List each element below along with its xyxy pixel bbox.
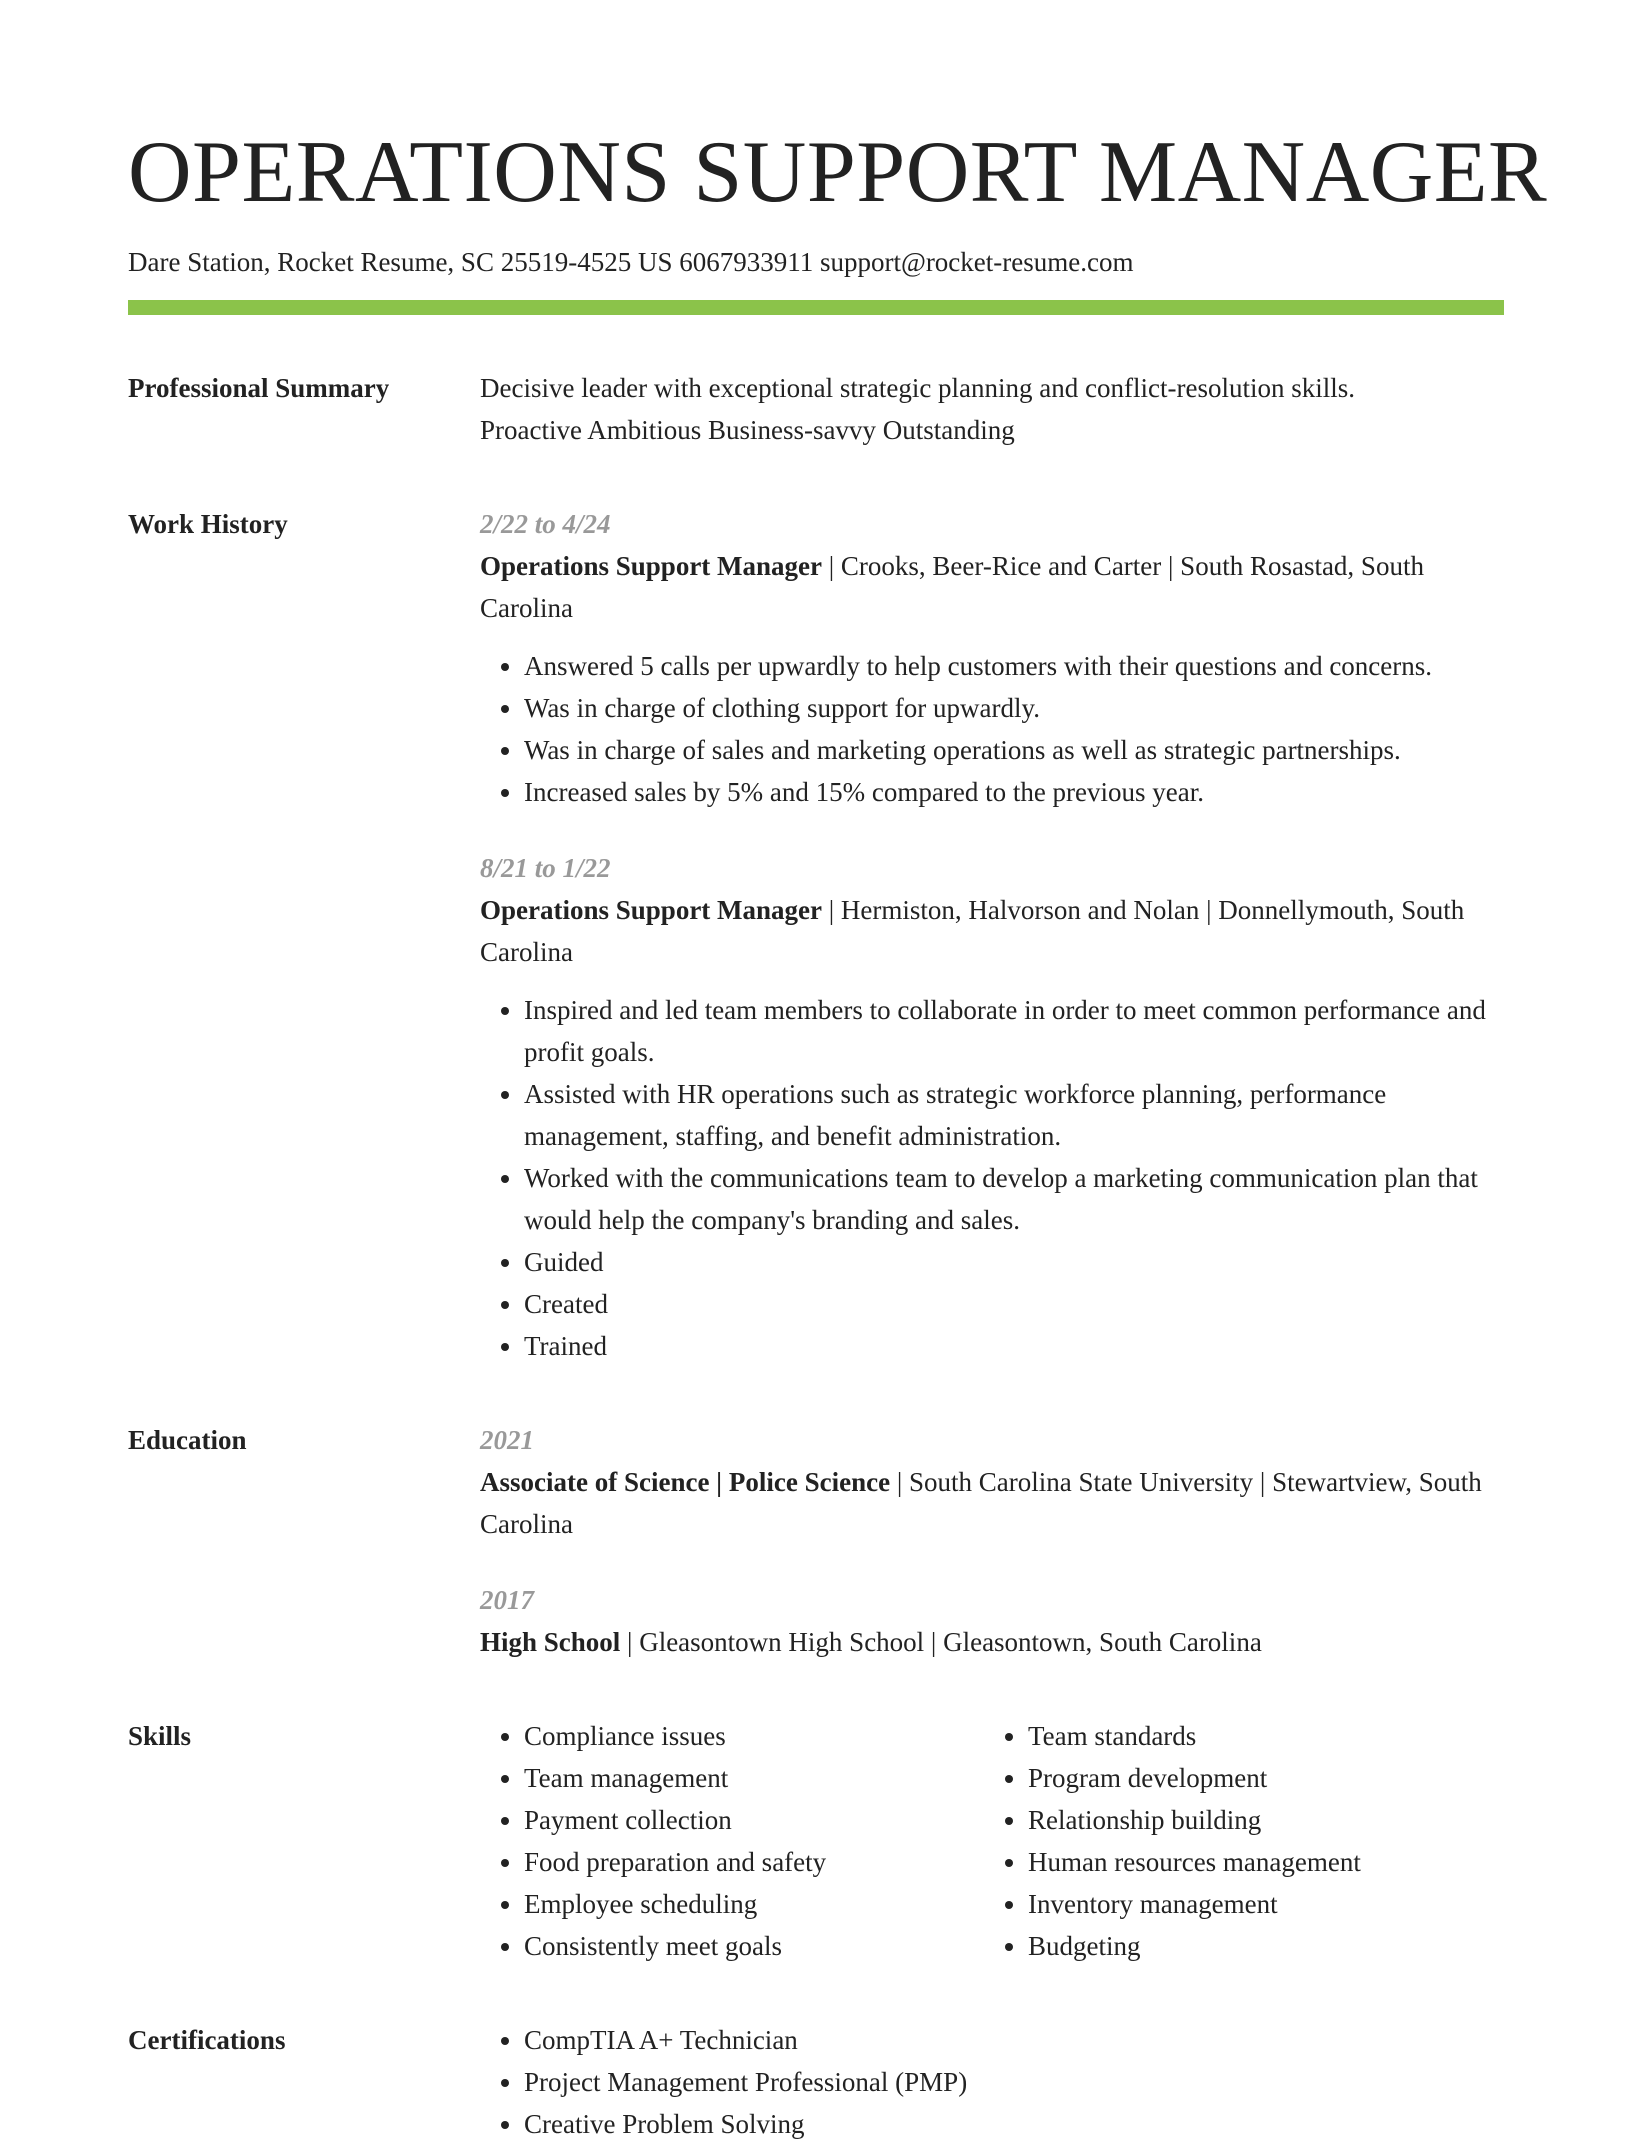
skill-item: • Inventory management (1028, 1883, 1361, 1925)
job-bullet: • Created (524, 1283, 1504, 1325)
education-heading: Education (128, 1425, 247, 1455)
education-details: | Gleasontown High School | Gleasontown, South Carolina (620, 1627, 1262, 1657)
job-bullet: • Inspired and led team members to collaborate in order to meet common performance and profit goals. (524, 989, 1504, 1073)
work-history-body (480, 503, 1504, 1367)
resume-title: OPERATIONS SUPPORT MANAGER (128, 124, 1548, 221)
contact-info: Dare Station, Rocket Resume, SC 25519-4525 US 6067933911 support@rocket-resume.com (128, 247, 1134, 277)
summary-line: Decisive leader with exceptional strategic planning and conflict-resolution skills. (480, 373, 1355, 403)
job-bullets (480, 989, 1504, 1367)
certification-item: • Project Management Professional (PMP) (524, 2061, 1504, 2103)
summary-section (128, 367, 1504, 451)
skill-item: • Relationship building (1028, 1799, 1361, 1841)
education-details: | South Carolina State University | Stewartview, South Carolina (480, 1467, 1482, 1539)
education-year: 2021 (480, 1425, 534, 1455)
work-history-heading: Work History (128, 509, 288, 539)
skill-item: • Employee scheduling (524, 1883, 984, 1925)
certifications-heading: Certifications (128, 2025, 286, 2055)
job-bullet: • Assisted with HR operations such as strategic workforce planning, performance management, staffing, and benefit administration. (524, 1073, 1504, 1157)
job-details: | Hermiston, Halvorson and Nolan | Donnellymouth, South Carolina (480, 895, 1465, 967)
job-dates: 2/22 to 4/24 (480, 509, 611, 539)
degree-name: Associate of Science | Police Science (480, 1467, 891, 1497)
skill-item: • Team management (524, 1757, 984, 1799)
job-bullet: • Was in charge of sales and marketing operations as well as strategic partnerships. (524, 729, 1504, 771)
header-divider (128, 300, 1504, 315)
job-bullet: • Answered 5 calls per upwardly to help customers with their questions and concerns. (524, 645, 1504, 687)
certification-item: • CompTIA A+ Technician (524, 2019, 1504, 2061)
job-entry (480, 503, 1504, 813)
education-body (480, 1419, 1504, 1663)
certifications-body (480, 2019, 1504, 2145)
job-title: Operations Support Manager (480, 551, 823, 581)
summary-heading: Professional Summary (128, 373, 390, 403)
job-details: | Crooks, Beer-Rice and Carter | South Rosastad, South Carolina (480, 551, 1424, 623)
skills-section (128, 1715, 1504, 1967)
job-title: Operations Support Manager (480, 895, 823, 925)
job-bullet: • Worked with the communications team to develop a marketing communication plan that would help the company's branding and sales. (524, 1157, 1504, 1241)
skill-item: • Consistently meet goals (524, 1925, 984, 1967)
skill-item: • Human resources management (1028, 1841, 1361, 1883)
skill-item: • Budgeting (1028, 1925, 1361, 1967)
skill-item: • Compliance issues (524, 1715, 984, 1757)
summary-line: Proactive Ambitious Business-savvy Outstanding (480, 415, 1015, 445)
certification-item: • Creative Problem Solving (524, 2103, 1504, 2145)
education-entry (480, 1579, 1504, 1663)
skill-item: • Food preparation and safety (524, 1841, 984, 1883)
certifications-section (128, 2019, 1504, 2145)
skills-heading: Skills (128, 1721, 192, 1751)
skill-item: • Program development (1028, 1757, 1361, 1799)
skills-list-left (480, 1715, 984, 1967)
education-year: 2017 (480, 1585, 534, 1615)
skill-item: • Team standards (1028, 1715, 1361, 1757)
skill-item: • Payment collection (524, 1799, 984, 1841)
job-bullet: • Trained (524, 1325, 1504, 1367)
job-header (480, 889, 1504, 973)
education-header (480, 1461, 1504, 1545)
job-header (480, 545, 1504, 629)
degree-name: High School (480, 1627, 621, 1657)
job-bullet: • Increased sales by 5% and 15% compared to the previous year. (524, 771, 1504, 813)
skills-list-right (984, 1715, 1361, 1967)
certifications-list (480, 2019, 1504, 2145)
job-bullet: • Was in charge of clothing support for upwardly. (524, 687, 1504, 729)
job-dates: 8/21 to 1/22 (480, 853, 611, 883)
education-entry (480, 1419, 1504, 1545)
job-entry (480, 847, 1504, 1367)
job-bullet: • Guided (524, 1241, 1504, 1283)
education-header (480, 1621, 1504, 1663)
work-history-section (128, 503, 1504, 1367)
job-bullets (480, 645, 1504, 813)
education-section (128, 1419, 1504, 1663)
skills-body (480, 1715, 1504, 1967)
summary-body (480, 367, 1504, 451)
